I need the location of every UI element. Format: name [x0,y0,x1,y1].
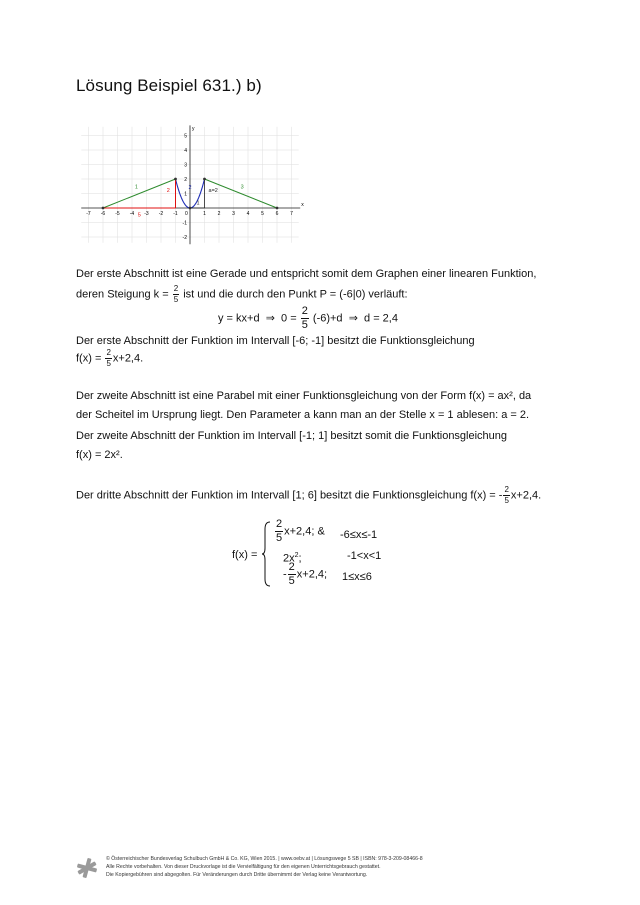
implies-arrow: ⇒ [265,312,275,325]
x-axis-label: x [301,202,304,208]
x-tick-label: -2 [158,211,164,217]
row1-expr: x+2,4; & [284,525,325,538]
f-label: f(x) = [76,352,102,365]
eq-part-d: d = 2,4 [364,312,398,325]
para2-line4: f(x) = 2x². [76,449,123,461]
graph-point [174,178,177,181]
function-graph [76,124,308,248]
graph-axes [81,125,304,244]
row2-sup: 2 [294,552,299,559]
para1-line2 [76,285,408,304]
graph-point [189,207,192,210]
f-expr: x+2,4. [112,352,144,365]
row1-condition: -6≤x≤-1 [340,529,378,541]
y-tick-label: -1 [182,220,187,227]
x-tick-label: -6 [100,211,106,217]
para1-line2-a: deren Steigung k = [76,288,169,301]
eq-part-b: 0 = [281,312,297,325]
label-segment-1: 1 [134,184,138,191]
para2-line1: Der zweite Abschnitt ist eine Parabel mit einer Funktionsgleichung von der Form f(x) = ax², da [76,390,532,402]
x-tick-label: 2 [217,211,221,217]
footer-disclaimer: Die Kopiergebühren sind abgegolten. Für Veränderungen durch Dritte übernimmt der Verlag keine Verantwortung. [106,872,368,878]
left-brace [262,521,272,587]
row3-minus: - [283,568,287,581]
graph-point [203,178,206,181]
para3-text-b: x+2,4. [510,489,542,502]
x-tick-label: -4 [129,211,135,217]
row2-semi: ; [298,552,302,565]
row3-fraction: $\frac{2}{5}$ [288,561,295,587]
label-parameter-a: a=2 [208,188,218,195]
label-segment-3: 3 [240,184,244,191]
eq-part-c: (-6)+d [312,312,343,325]
y-tick-label: 2 [184,177,187,183]
slope-fraction: $\frac{2}{5}$ [173,284,179,304]
x-tick-label: -5 [115,211,120,217]
eq-part-a: y = kx+d [218,312,260,325]
eq-fraction: $\frac{2}{5}$ [301,305,308,331]
row1-fraction: $\frac{2}{5}$ [276,518,283,544]
piecewise-row3 [283,562,327,587]
para1-line1: Der erste Abschnitt ist eine Gerade und entspricht somit dem Graphen einer linearen Funktion, [76,268,537,280]
piecewise-row1 [274,519,325,544]
x-tick-label: 3 [232,211,235,217]
para2-line2: der Scheitel im Ursprung liegt. Den Parameter a kann man an der Stelle x = 1 ablesen: a = 2. [76,409,530,421]
y-axis-label: y [192,125,195,132]
x-tick-label: -7 [86,211,91,217]
y-tick-label: 5 [184,133,187,140]
y-tick-label: -2 [182,235,187,241]
publisher-logo [76,857,98,879]
para2-line3: Der zweite Abschnitt der Funktion im Intervall [-1; 1] besitzt somit die Funktionsgleichung [76,430,508,442]
para3-text-a: Der dritte Abschnitt der Funktion im Intervall [1; 6] besitzt die Funktionsgleichung f(x) = - [76,489,503,502]
footer-copyright: © Österreichischer Bundesverlag Schulbuch GmbH & Co. KG, Wien 2015. | www.oebv.at | Lösungswege 5 SB | ISBN: 978-3-209-08466-8 [106,856,423,862]
x-tick-label: 7 [290,211,293,217]
x-tick-label: 5 [261,211,264,217]
x-tick-label: 6 [275,211,279,217]
label-run-1: 1 [196,200,200,207]
label-segment-2: 2 [188,185,192,192]
y-tick-label: 1 [184,191,187,198]
piecewise-lhs: f(x) = [232,549,258,561]
row3-expr: x+2,4; [296,568,328,581]
graph-labels [135,184,244,218]
label-run-red: 5 [137,212,141,219]
footer-rights: Alle Rechte vorbehalten. Von dieser Druckvorlage ist die Vervielfältigung für den eigenen Unterrichtsgebrauch gestattet. [106,864,381,870]
x-tick-label: 0 [185,211,188,217]
graph-point [102,207,105,210]
graph-point [276,207,279,210]
x-tick-label: -1 [173,211,178,217]
implies-arrow-2: ⇒ [348,312,358,325]
x-tick-label: -3 [144,211,149,217]
page-title: Lösung Beispiel 631.) b) [76,76,262,95]
y-tick-label: 3 [184,162,187,169]
label-rise-red: 2 [166,188,170,195]
y-tick-label: 4 [184,148,187,154]
row2-condition: -1<x<1 [347,550,382,562]
para3-fraction: $\frac{2}{5}$ [504,485,509,505]
para1-function [76,349,143,368]
y-tick-labels [183,134,188,242]
piecewise-function [232,519,402,589]
equation-line [218,306,398,331]
para1-line3: Der erste Abschnitt der Funktion im Intervall [-6; -1] besitzt die Funktionsgleichung [76,335,475,347]
row3-condition: 1≤x≤6 [342,571,372,583]
para3-line [76,486,541,505]
f-fraction: $\frac{2}{5}$ [106,348,111,368]
x-tick-label: 1 [203,211,206,217]
row2-expr: 2x [283,552,295,565]
x-tick-label: 4 [246,211,250,217]
para1-line2-b: ist und die durch den Punkt P = (-6|0) verläuft: [183,288,408,301]
